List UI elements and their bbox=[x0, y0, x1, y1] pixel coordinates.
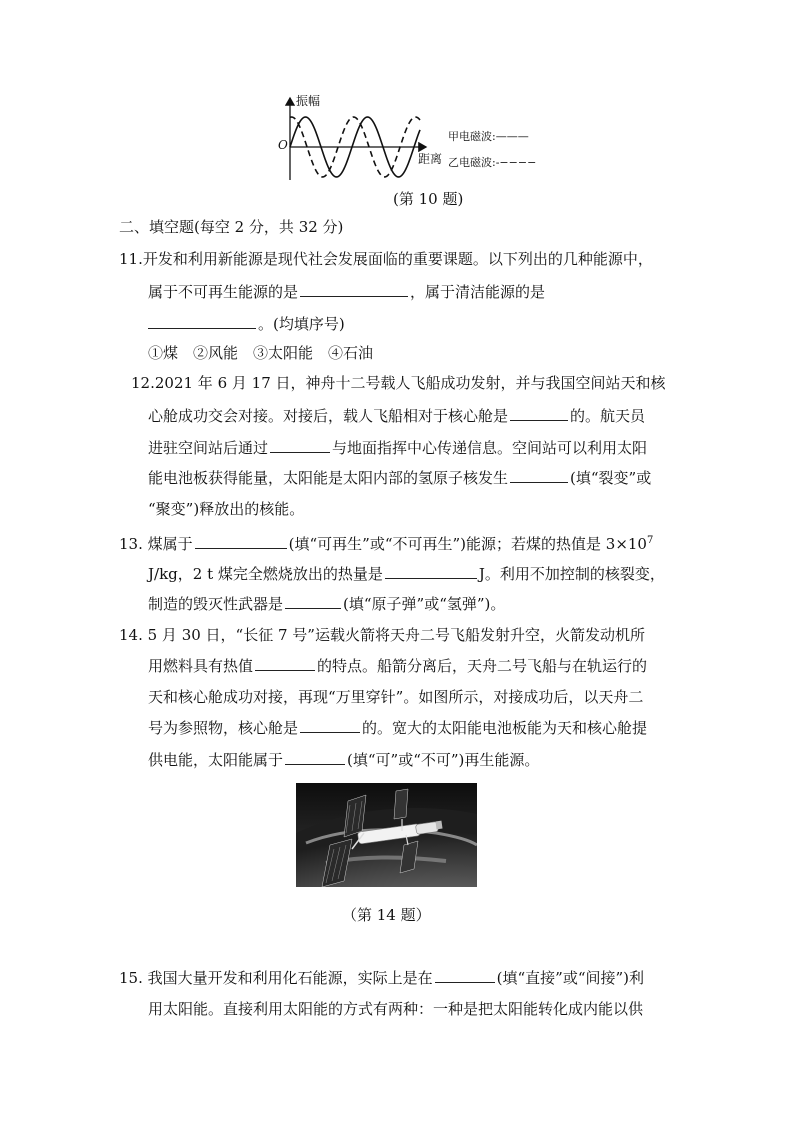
space-station-illustration bbox=[296, 783, 477, 887]
q13-exponent: 7 bbox=[646, 535, 654, 546]
q11-text-c: 。(均填序号) bbox=[258, 315, 345, 333]
q14-text-b: 的特点。船箭分离后，天舟二号飞船与在轨运行的 bbox=[317, 657, 648, 675]
q12-text-a: 心舱成功交会对接。对接后，载人飞船相对于核心舱是 bbox=[148, 407, 509, 425]
q13-text-e: 制造的毁灭性武器是 bbox=[148, 595, 284, 613]
q13-text-a: 13. 煤属于 bbox=[119, 535, 193, 553]
answer-blank[interactable] bbox=[300, 280, 408, 297]
q14-text-c: 号为参照物，核心舱是 bbox=[148, 719, 299, 737]
q13-line1 bbox=[119, 530, 653, 555]
q15-line2: 用太阳能。直接利用太阳能的方式有两种：一种是把太阳能转化成内能以供 bbox=[148, 1000, 644, 1018]
legend-yi: 乙电磁波:-−−−− bbox=[448, 156, 537, 169]
answer-blank[interactable] bbox=[148, 312, 256, 329]
q12-text-b: 的。航天员 bbox=[570, 407, 646, 425]
answer-blank[interactable] bbox=[285, 592, 341, 609]
answer-blank[interactable] bbox=[435, 966, 495, 983]
q13-line2 bbox=[148, 562, 665, 585]
origin-label: O bbox=[278, 138, 288, 152]
answer-blank[interactable] bbox=[510, 466, 568, 483]
q13-text-c: J/kg，2 t 煤完全燃烧放出的热量是 bbox=[148, 565, 383, 583]
q12-line5: “聚变”)释放出的核能。 bbox=[148, 500, 305, 518]
q11-line3 bbox=[148, 312, 345, 335]
q15-text-a: 15. 我国大量开发和利用化石能源，实际上是在 bbox=[119, 969, 433, 987]
q11-line2 bbox=[148, 280, 545, 303]
figure-10 bbox=[270, 92, 560, 184]
q12-text-c: 进驻空间站后通过 bbox=[148, 439, 269, 457]
q12-line3 bbox=[148, 436, 647, 459]
q13-text-b: (填“可再生”或“不可再生”)能源；若煤的热值是 3×10 bbox=[288, 535, 647, 553]
figure-10-caption: (第 10 题) bbox=[393, 190, 464, 208]
x-axis-label: 距离 bbox=[418, 152, 443, 166]
q15-text-b: (填“直接”或“间接”)利 bbox=[496, 969, 645, 987]
q12-line4 bbox=[148, 466, 651, 489]
section-title: 二、填空题(每空 2 分，共 32 分) bbox=[119, 218, 344, 236]
q13-text-d: J。利用不加控制的核裂变， bbox=[478, 565, 665, 583]
q14-line5 bbox=[148, 748, 539, 771]
answer-blank[interactable] bbox=[285, 748, 345, 765]
answer-blank[interactable] bbox=[510, 404, 568, 421]
q14-line3: 天和核心舱成功对接，再现“万里穿针”。如图所示，对接成功后，以天舟二 bbox=[148, 688, 644, 706]
q12-text-d: 与地面指挥中心传递信息。空间站可以利用太阳 bbox=[332, 439, 648, 457]
q14-text-e: 供电能，太阳能属于 bbox=[148, 751, 284, 769]
q12-text-f: (填“裂变”或 bbox=[570, 469, 652, 487]
answer-blank[interactable] bbox=[300, 716, 360, 733]
legend-jia: 甲电磁波:——— bbox=[448, 130, 529, 143]
q15-line1 bbox=[119, 966, 644, 989]
q14-text-a: 用燃料具有热值 bbox=[148, 657, 254, 675]
q13-line3 bbox=[148, 592, 505, 615]
q11-line1: 11.开发和利用新能源是现代社会发展面临的重要课题。以下列出的几种能源中， bbox=[119, 250, 653, 268]
answer-blank[interactable] bbox=[270, 436, 330, 453]
y-axis-label: 振幅 bbox=[296, 94, 321, 108]
answer-blank[interactable] bbox=[385, 562, 477, 579]
q12-line2 bbox=[148, 404, 645, 427]
q14-line4 bbox=[148, 716, 647, 739]
q14-text-f: (填“可”或“不可”)再生能源。 bbox=[347, 751, 540, 769]
q11-text-b: ，属于清洁能源的是 bbox=[410, 283, 546, 301]
q11-options: ①煤 ②风能 ③太阳能 ④石油 bbox=[148, 344, 374, 362]
figure-14-caption: （第 14 题） bbox=[342, 906, 431, 924]
q14-line2 bbox=[148, 654, 647, 677]
space-station-image bbox=[296, 783, 477, 887]
q12-line1: 12.2021 年 6 月 17 日，神舟十二号载人飞船成功发射，并与我国空间站天和核 bbox=[131, 374, 666, 392]
q12-text-e: 能电池板获得能量，太阳能是太阳内部的氢原子核发生 bbox=[148, 469, 509, 487]
q14-line1: 14. 5 月 30 日，“长征 7 号”运载火箭将天舟二号飞船发射升空，火箭发动机所 bbox=[119, 626, 645, 644]
q11-text-a: 属于不可再生能源的是 bbox=[148, 283, 299, 301]
q13-text-f: (填“原子弹”或“氢弹”)。 bbox=[343, 595, 506, 613]
answer-blank[interactable] bbox=[195, 532, 287, 549]
q14-text-d: 的。宽大的太阳能电池板能为天和核心舱提 bbox=[362, 719, 648, 737]
answer-blank[interactable] bbox=[255, 654, 315, 671]
